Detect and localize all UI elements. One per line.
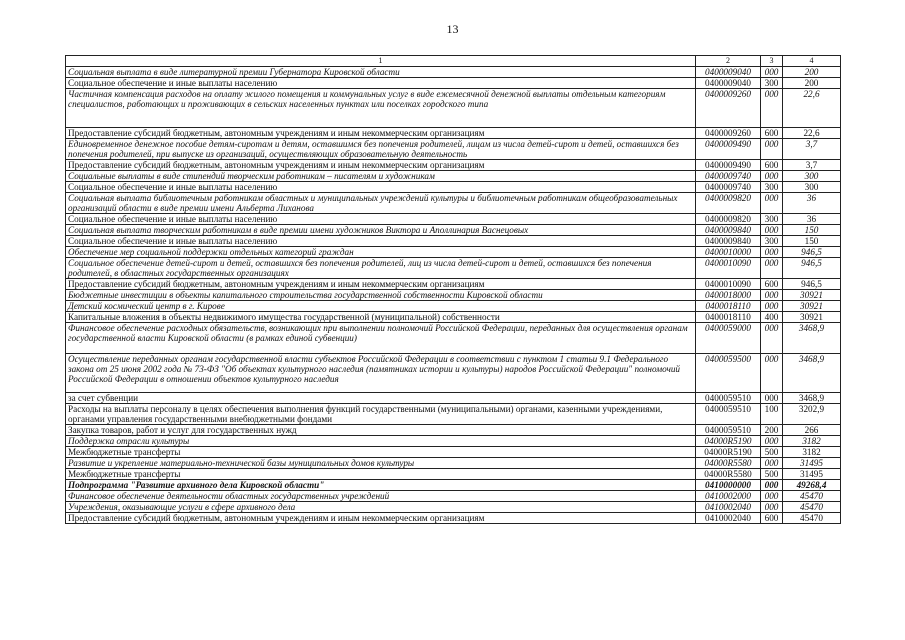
cell-name: Социальные выплаты в виде стипендий творческим работникам – писателям и художникам — [66, 171, 696, 182]
cell-code: 0400009040 — [696, 78, 761, 89]
cell-expense-type: 000 — [761, 393, 783, 404]
cell-name: Предоставление субсидий бюджетным, автономным учреждениям и иным некоммерческим организациям — [66, 513, 696, 524]
cell-amount: 266 — [783, 425, 841, 436]
cell-expense-type: 600 — [761, 513, 783, 524]
cell-name: Межбюджетные трансферты — [66, 447, 696, 458]
cell-expense-type: 000 — [761, 139, 783, 160]
cell-expense-type: 000 — [761, 89, 783, 128]
cell-code: 0400010000 — [696, 247, 761, 258]
cell-code: 0400009840 — [696, 236, 761, 247]
cell-name: Межбюджетные трансферты — [66, 469, 696, 480]
table-row — [66, 491, 841, 502]
cell-code: 0400059510 — [696, 404, 761, 425]
cell-code: 0400059500 — [696, 354, 761, 393]
cell-amount: 22,6 — [783, 89, 841, 128]
column-header-expense-type: 3 — [761, 56, 783, 67]
table-row — [66, 425, 841, 436]
cell-name: Социальное обеспечение и иные выплаты населению — [66, 182, 696, 193]
budget-table — [65, 55, 841, 524]
cell-amount: 3,7 — [783, 160, 841, 171]
cell-expense-type: 000 — [761, 436, 783, 447]
cell-code: 0400009260 — [696, 128, 761, 139]
cell-amount: 31495 — [783, 458, 841, 469]
column-header-name: 1 — [66, 56, 696, 67]
cell-name: за счет субвенции — [66, 393, 696, 404]
column-header-code: 2 — [696, 56, 761, 67]
table-row — [66, 279, 841, 290]
cell-amount: 150 — [783, 225, 841, 236]
cell-code: 0400018000 — [696, 290, 761, 301]
table-row — [66, 354, 841, 393]
cell-name: Бюджетные инвестиции в объекты капитального строительства государственной собственности Кировской области — [66, 290, 696, 301]
cell-amount: 45470 — [783, 502, 841, 513]
cell-name: Социальная выплата библиотечным работникам областных и муниципальных учреждений культуры и библиотечным работникам общеобразовательных организаций области в виде премии имени Альберта Лиханова — [66, 193, 696, 214]
table-row — [66, 458, 841, 469]
table-row — [66, 139, 841, 160]
table-row — [66, 214, 841, 225]
cell-amount: 200 — [783, 78, 841, 89]
cell-name: Развитие и укрепление материально-технической базы муниципальных домов культуры — [66, 458, 696, 469]
cell-name: Социальное обеспечение и иные выплаты населению — [66, 236, 696, 247]
cell-amount: 36 — [783, 214, 841, 225]
cell-code: 0400018110 — [696, 312, 761, 323]
cell-amount: 300 — [783, 182, 841, 193]
cell-expense-type: 000 — [761, 171, 783, 182]
cell-expense-type: 000 — [761, 458, 783, 469]
cell-code: 0400059510 — [696, 393, 761, 404]
cell-amount: 30921 — [783, 312, 841, 323]
cell-expense-type: 300 — [761, 236, 783, 247]
cell-code: 0410002000 — [696, 491, 761, 502]
cell-amount: 31495 — [783, 469, 841, 480]
table-row — [66, 182, 841, 193]
cell-code: 0400009740 — [696, 171, 761, 182]
cell-expense-type: 000 — [761, 290, 783, 301]
cell-amount: 45470 — [783, 491, 841, 502]
table-row — [66, 247, 841, 258]
cell-name: Финансовое обеспечение расходных обязательств, возникающих при выполнении полномочий Российской Федерации, переданных для осуществления органам государственной власти Кировской области (в рамках единой субвенции) — [66, 323, 696, 354]
table-row — [66, 171, 841, 182]
cell-expense-type: 600 — [761, 279, 783, 290]
cell-code: 0400010090 — [696, 258, 761, 279]
table-row — [66, 67, 841, 78]
cell-code: 0400010090 — [696, 279, 761, 290]
cell-code: 04000R5580 — [696, 469, 761, 480]
cell-name: Капитальные вложения в объекты недвижимого имущества государственной (муниципальной) собственности — [66, 312, 696, 323]
cell-amount: 49268,4 — [783, 480, 841, 491]
cell-name: Социальная выплата в виде литературной премии Губернатора Кировской области — [66, 67, 696, 78]
cell-code: 0400059000 — [696, 323, 761, 354]
cell-amount: 3202,9 — [783, 404, 841, 425]
cell-name: Финансовое обеспечение деятельности областных государственных учреждений — [66, 491, 696, 502]
cell-code: 0400009260 — [696, 89, 761, 128]
cell-code: 0400009820 — [696, 193, 761, 214]
cell-amount: 3,7 — [783, 139, 841, 160]
cell-expense-type: 000 — [761, 247, 783, 258]
cell-amount: 3182 — [783, 447, 841, 458]
cell-expense-type: 000 — [761, 491, 783, 502]
cell-expense-type: 000 — [761, 502, 783, 513]
cell-code: 04000R5190 — [696, 447, 761, 458]
table-row — [66, 469, 841, 480]
cell-name: Предоставление субсидий бюджетным, автономным учреждениям и иным некоммерческим организациям — [66, 128, 696, 139]
cell-name: Социальное обеспечение и иные выплаты населению — [66, 214, 696, 225]
cell-name: Осуществление переданных органам государственной власти субъектов Российской Федерации в соответствии с пунктом 1 статьи 9.1 Федерального закона от 25 июня 2002 года № 73-ФЗ "Об объектах культурного наследия (памятниках истории и культуры) народов Российской Федерации" полномочий Российской Федерации в отношении объектов культурного наследия — [66, 354, 696, 393]
table-row — [66, 436, 841, 447]
cell-amount: 946,5 — [783, 279, 841, 290]
table-row — [66, 225, 841, 236]
cell-expense-type: 500 — [761, 447, 783, 458]
column-header-amount: 4 — [783, 56, 841, 67]
cell-expense-type: 000 — [761, 323, 783, 354]
table-row — [66, 480, 841, 491]
cell-name: Социальное обеспечение детей-сирот и детей, оставшихся без попечения родителей, лиц из числа детей-сирот и детей, оставшихся без попечения родителей, в областных государственных организациях — [66, 258, 696, 279]
table-row — [66, 404, 841, 425]
cell-expense-type: 000 — [761, 193, 783, 214]
cell-code: 04000R5580 — [696, 458, 761, 469]
cell-amount: 200 — [783, 67, 841, 78]
table-row — [66, 513, 841, 524]
cell-amount: 150 — [783, 236, 841, 247]
cell-amount: 946,5 — [783, 258, 841, 279]
cell-expense-type: 000 — [761, 225, 783, 236]
cell-amount: 3468,9 — [783, 354, 841, 393]
cell-expense-type: 100 — [761, 404, 783, 425]
table-row — [66, 258, 841, 279]
cell-code: 0400009490 — [696, 160, 761, 171]
cell-code: 0400009820 — [696, 214, 761, 225]
cell-expense-type: 200 — [761, 425, 783, 436]
cell-name: Предоставление субсидий бюджетным, автономным учреждениям и иным некоммерческим организациям — [66, 160, 696, 171]
table-row — [66, 290, 841, 301]
cell-expense-type: 600 — [761, 160, 783, 171]
table-row — [66, 301, 841, 312]
cell-code: 0400009740 — [696, 182, 761, 193]
table-row — [66, 236, 841, 247]
cell-code: 0400059510 — [696, 425, 761, 436]
cell-expense-type: 400 — [761, 312, 783, 323]
cell-amount: 36 — [783, 193, 841, 214]
cell-expense-type: 000 — [761, 480, 783, 491]
cell-name: Предоставление субсидий бюджетным, автономным учреждениям и иным некоммерческим организациям — [66, 279, 696, 290]
cell-amount: 3468,9 — [783, 323, 841, 354]
table-row — [66, 502, 841, 513]
table-row — [66, 312, 841, 323]
table-row — [66, 323, 841, 354]
cell-expense-type: 300 — [761, 78, 783, 89]
cell-expense-type: 300 — [761, 182, 783, 193]
cell-code: 0410002040 — [696, 513, 761, 524]
cell-expense-type: 000 — [761, 301, 783, 312]
cell-amount: 300 — [783, 171, 841, 182]
cell-name: Частичная компенсация расходов на оплату жилого помещения и коммунальных услуг в виде ежемесячной денежной выплаты отдельным категориям специалистов, работающих и проживающих в сельских населенных пунктах или поселках городского типа — [66, 89, 696, 128]
table-row — [66, 193, 841, 214]
cell-name: Детский космический центр в г. Кирове — [66, 301, 696, 312]
page-number: 13 — [446, 22, 459, 36]
cell-name: Единовременное денежное пособие детям-сиротам и детям, оставшимся без попечения родителей, лицам из числа детей-сирот и детей, оставшихся без попечения родителей, при выпуске из организаций, осуществляющих образовательную деятельность — [66, 139, 696, 160]
header-row — [66, 56, 841, 67]
cell-name: Обеспечение мер социальной поддержки отдельных категорий граждан — [66, 247, 696, 258]
cell-name: Закупка товаров, работ и услуг для государственных нужд — [66, 425, 696, 436]
cell-expense-type: 500 — [761, 469, 783, 480]
cell-name: Поддержка отрасли культуры — [66, 436, 696, 447]
cell-code: 0400009840 — [696, 225, 761, 236]
cell-code: 04000R5190 — [696, 436, 761, 447]
cell-code: 0400009490 — [696, 139, 761, 160]
cell-amount: 3468,9 — [783, 393, 841, 404]
cell-amount: 3182 — [783, 436, 841, 447]
cell-amount: 22,6 — [783, 128, 841, 139]
cell-expense-type: 000 — [761, 67, 783, 78]
cell-code: 0400018110 — [696, 301, 761, 312]
cell-name: Подпрограмма "Развитие архивного дела Кировской области" — [66, 480, 696, 491]
cell-name: Расходы на выплаты персоналу в целях обеспечения выполнения функций государственными (муниципальными) органами, казенными учреждениями, органами управления государственными внебюджетными фондами — [66, 404, 696, 425]
cell-expense-type: 000 — [761, 354, 783, 393]
cell-code: 0410002040 — [696, 502, 761, 513]
cell-name: Социальная выплата творческим работникам в виде премии имени художников Виктора и Аполлинария Васнецовых — [66, 225, 696, 236]
cell-code: 0410000000 — [696, 480, 761, 491]
cell-name: Учреждения, оказывающие услуги в сфере архивного дела — [66, 502, 696, 513]
table-row — [66, 89, 841, 128]
cell-amount: 946,5 — [783, 247, 841, 258]
table-row — [66, 160, 841, 171]
cell-code: 0400009040 — [696, 67, 761, 78]
table-row — [66, 78, 841, 89]
cell-name: Социальное обеспечение и иные выплаты населению — [66, 78, 696, 89]
table-row — [66, 447, 841, 458]
table-row — [66, 393, 841, 404]
table-row — [66, 128, 841, 139]
cell-amount: 30921 — [783, 290, 841, 301]
cell-amount: 45470 — [783, 513, 841, 524]
cell-amount: 30921 — [783, 301, 841, 312]
cell-expense-type: 300 — [761, 214, 783, 225]
cell-expense-type: 000 — [761, 258, 783, 279]
cell-expense-type: 600 — [761, 128, 783, 139]
